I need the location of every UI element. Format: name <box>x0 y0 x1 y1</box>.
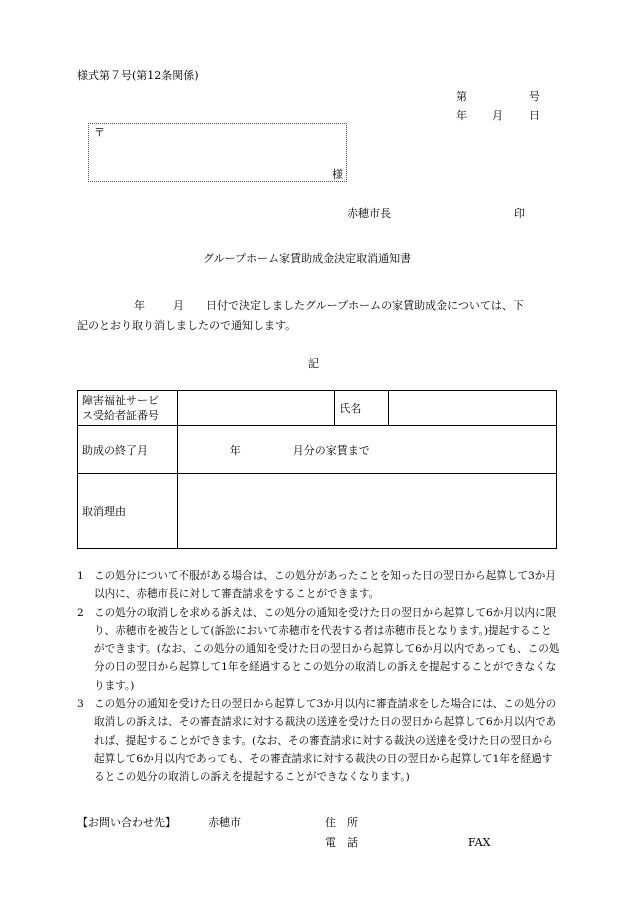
issuer-seal: 印 <box>514 207 525 220</box>
body-line2: 記のとおり取り消しましたので通知します。 <box>77 319 297 332</box>
reason-label: 取消理由 <box>78 474 178 549</box>
body-month: 月 <box>173 299 184 312</box>
reason-value <box>177 474 556 549</box>
note-item <box>77 567 561 604</box>
note-number: 2 <box>77 606 84 619</box>
date-day: 日 <box>529 109 540 122</box>
note-text: この処分の取消しを求める訴えは、この処分の通知を受けた日の翌日から起算して6か月以内に限り、赤穂市を被告として(訴訟において赤穂市を代表する者は赤穂市長となります。)提起することができます。(なお、この処分の通知を受けた日の翌日から起算して6か月以内であっても、この処分の日の翌日から起算して1年を経過するとこの処分の取消しの訴えを提起することができなくなります。) <box>94 606 560 692</box>
note-text: この処分について不服がある場合は、この処分があったことを知った日の翌日から起算して3か月以内に、赤穂市長に対して審査請求をすることができます。 <box>94 570 556 601</box>
note-number: 3 <box>77 698 84 711</box>
contact-address-label: 住 所 <box>325 816 358 829</box>
body-line1: 日付で決定しましたグループホームの家賃助成金については、下 <box>206 299 524 312</box>
issuer-name: 赤穂市長 <box>347 207 391 220</box>
recipient-number-value <box>177 391 335 426</box>
document-title: グループホーム家賃助成金決定取消通知書 <box>203 252 412 265</box>
date-year: 年 <box>456 109 467 122</box>
form-number-label: 様式第７号(第12条関係) <box>77 69 199 82</box>
end-year-label: 年 <box>229 443 241 457</box>
end-month-value <box>177 426 556 474</box>
table-row-reason <box>78 474 557 549</box>
note-item <box>77 695 561 786</box>
note-text: この処分の通知を受けた日の翌日から起算して3か月以内に審査請求をした場合には、この処分の取消しの訴えは、その審査請求に対する裁決の送達を受けた日の翌日から起算して6か月以内であれば、提起することができます。(なお、その審査請求に対する裁決の送達を受けた日の翌日から起算して6か月以内であっても、その審査請求に対する裁決の日の翌日から起算して1年を経過するとこの処分の取消しの訴えを提起することができなくなります。) <box>94 698 557 784</box>
honorific-sama: 様 <box>332 168 343 181</box>
table-row-recipient <box>78 391 557 426</box>
notes-list <box>77 567 561 787</box>
address-box <box>88 123 347 182</box>
note-item <box>77 604 561 695</box>
cancellation-table <box>77 390 557 549</box>
contact-phone-label: 電 話 <box>325 836 358 849</box>
note-number: 1 <box>77 570 84 582</box>
contact-org: 赤穂市 <box>208 816 241 829</box>
end-month-text: 月分の家賃まで <box>292 443 370 457</box>
ki-label: 記 <box>308 357 319 370</box>
name-label: 氏名 <box>335 391 389 426</box>
doc-number-prefix: 第 <box>456 90 467 103</box>
name-value <box>389 391 557 426</box>
date-month: 月 <box>492 109 503 122</box>
end-month-label: 助成の終了月 <box>78 426 178 474</box>
postal-mark: 〒 <box>94 126 105 139</box>
contact-label: 【お問い合わせ先】 <box>77 816 176 829</box>
doc-number-suffix: 号 <box>529 90 540 103</box>
body-year: 年 <box>134 299 145 312</box>
table-row-end-month <box>78 426 557 474</box>
recipient-number-label: 障害福祉サービ ス受給者証番号 <box>78 391 178 426</box>
contact-fax-label: FAX <box>468 836 491 849</box>
